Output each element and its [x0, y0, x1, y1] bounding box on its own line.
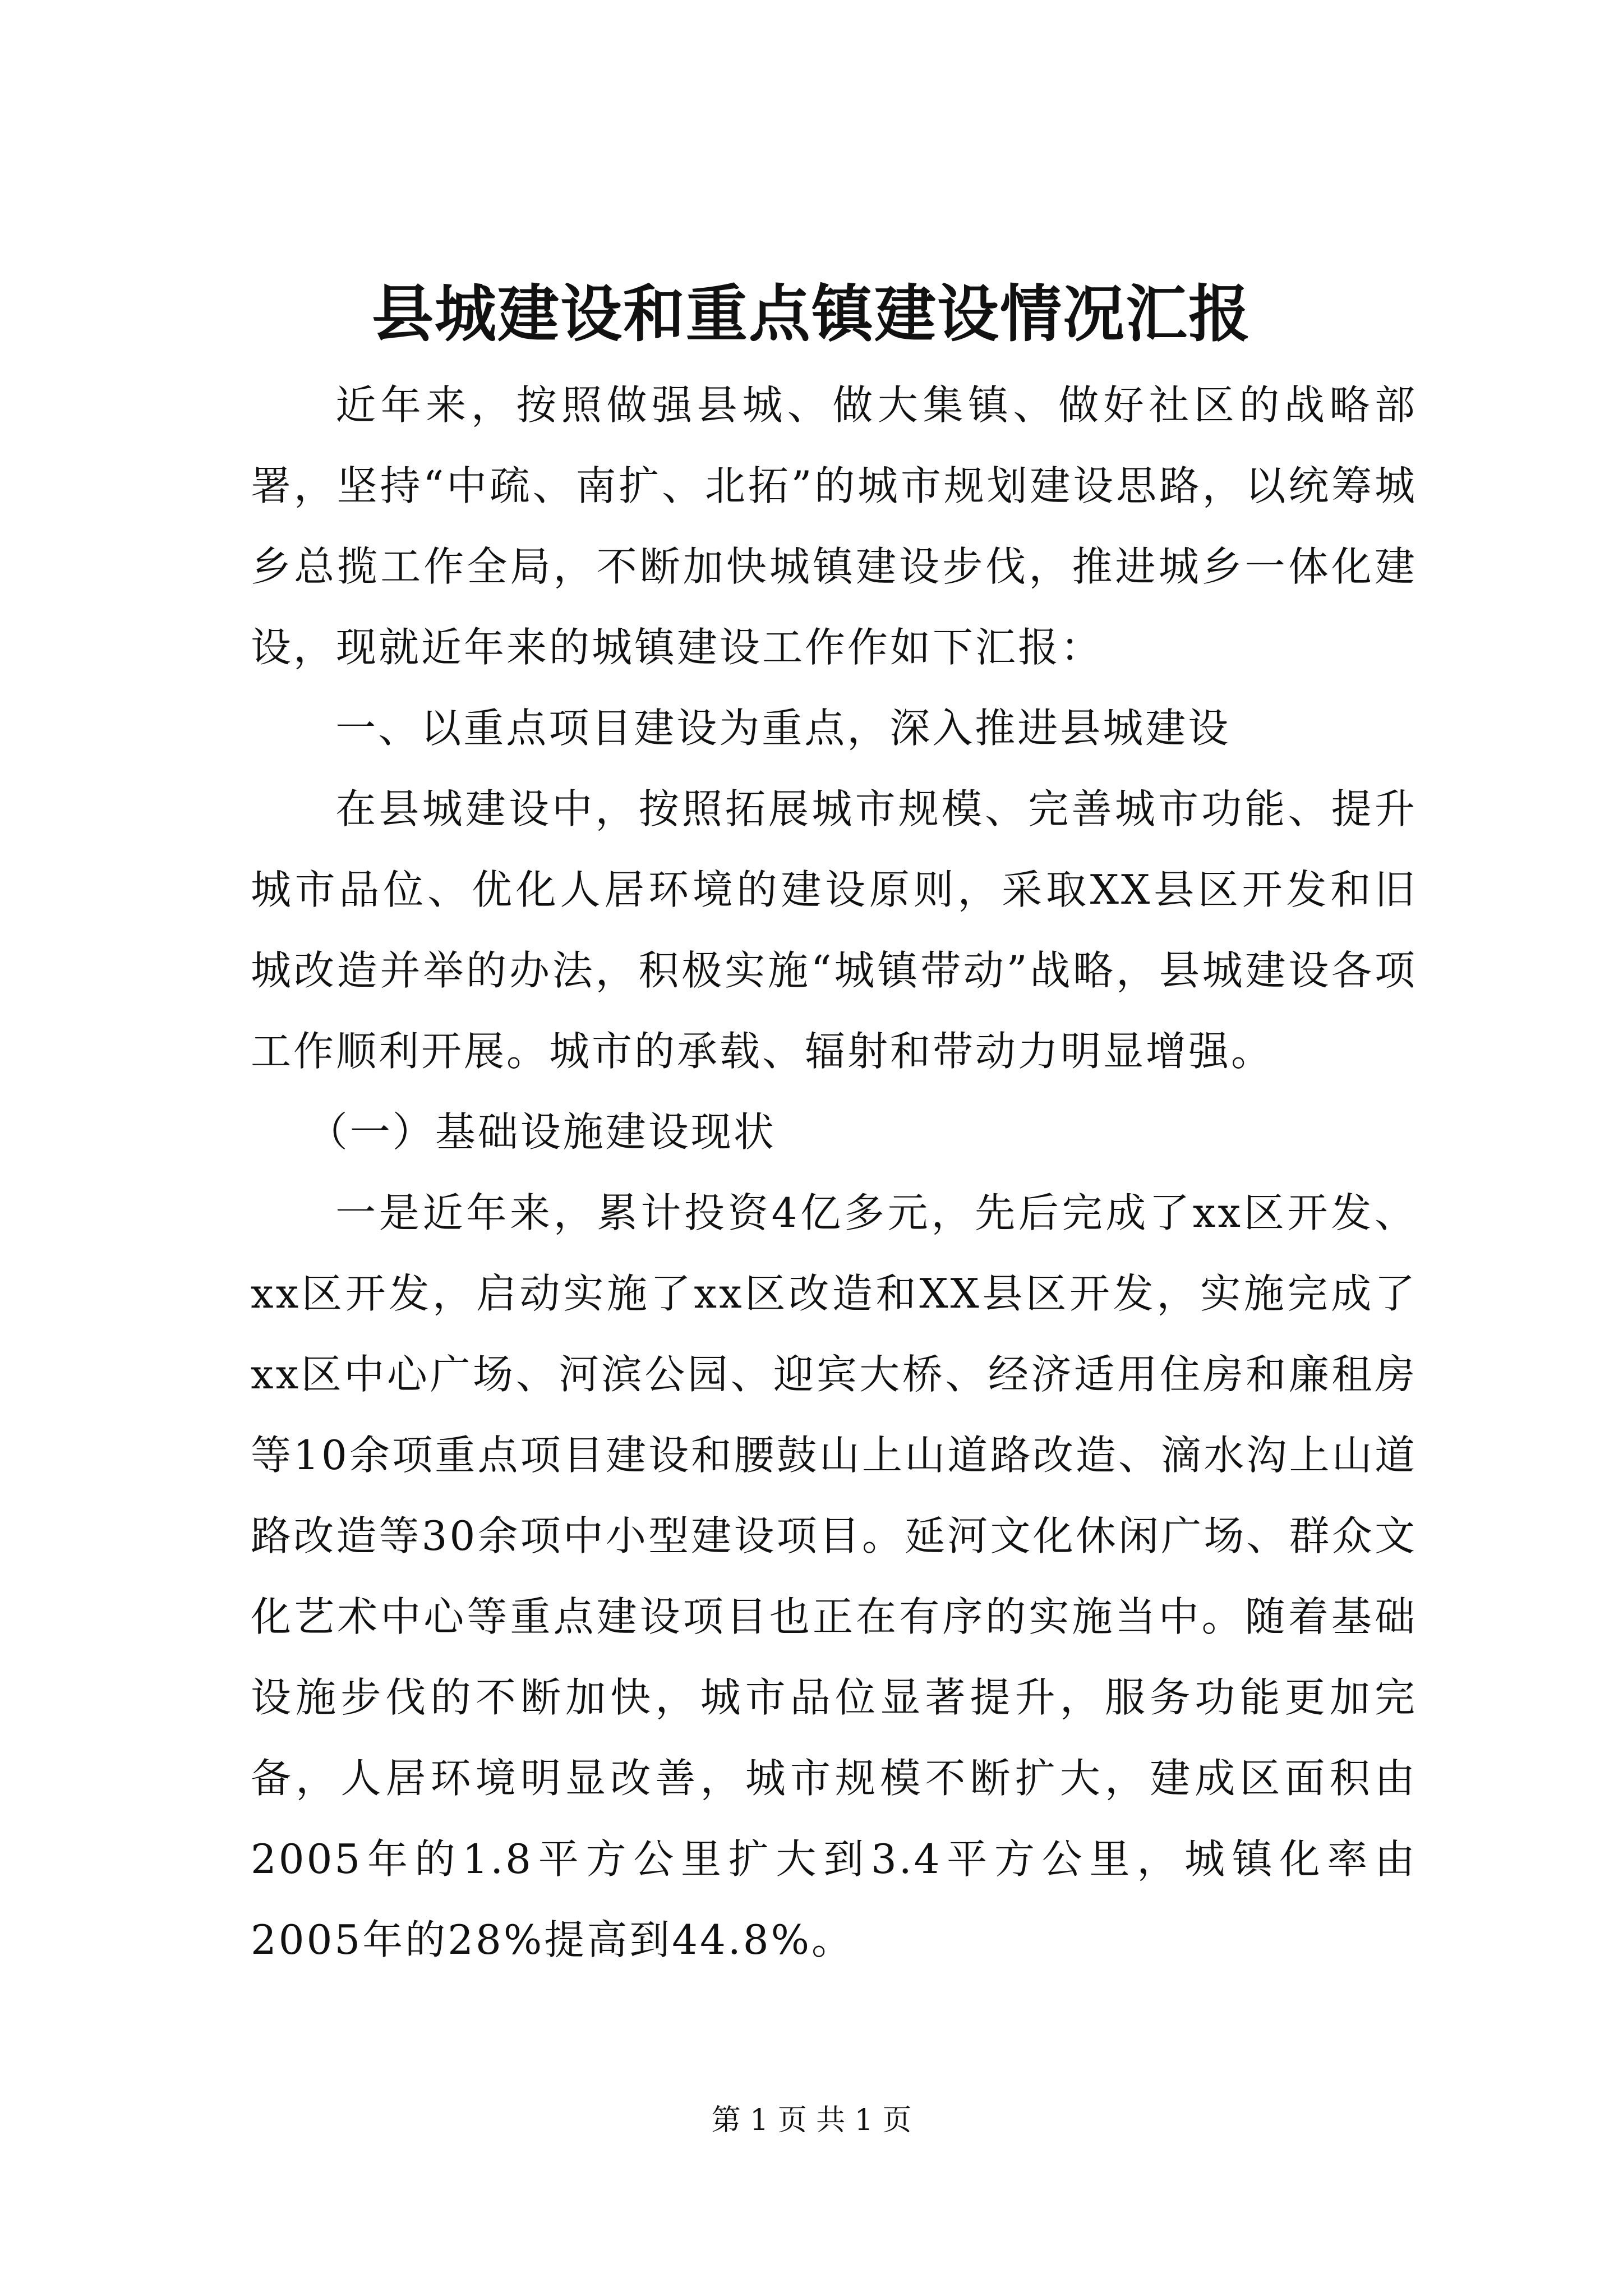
- document-title: 县城建设和重点镇建设情况汇报: [372, 278, 1251, 350]
- document-body: [251, 365, 1417, 1980]
- paragraph-infrastructure: 一是近年来，累计投资4亿多元，先后完成了xx区开发、xx区开发，启动实施了xx区改造和XX县区开发，实施完成了xx区中心广场、河滨公园、迎宾大桥、经济适用住房和廉租房等10余项重点项目建设和腰鼓山上山道路改造、滴水沟上山道路改造等30余项中小型建设项目。延河文化休闲广场、群众文化艺术中心等重点建设项目也正在有序的实施当中。随着基础设施步伐的不断加快，城市品位显著提升，服务功能更加完备，人居环境明显改善，城市规模不断扩大，建成区面积由2005年的1.8平方公里扩大到3.4平方公里，城镇化率由2005年的28%提高到44.8%。: [251, 1189, 1417, 1963]
- page-footer: 第 1 页 共 1 页: [711, 2104, 912, 2137]
- section-heading-1: 一、以重点项目建设为重点，深入推进县城建设: [335, 705, 1231, 752]
- paragraph-intro: 近年来，按照做强县城、做大集镇、做好社区的战略部署，坚持“中疏、南扩、北拓”的城市规划建设思路，以统筹城乡总揽工作全局，不断加快城镇建设步伐，推进城乡一体化建设，现就近年来的城镇建设工作作如下汇报：: [251, 381, 1417, 671]
- paragraph-county-construction: 在县城建设中，按照拓展城市规模、完善城市功能、提升城市品位、优化人居环境的建设原则，采取XX县区开发和旧城改造并举的办法，积极实施“城镇带动”战略，县城建设各项工作顺利开展。城市的承载、辐射和带动力明显增强。: [251, 785, 1417, 1075]
- subsection-heading-1: （一）基础设施建设现状: [307, 1108, 776, 1156]
